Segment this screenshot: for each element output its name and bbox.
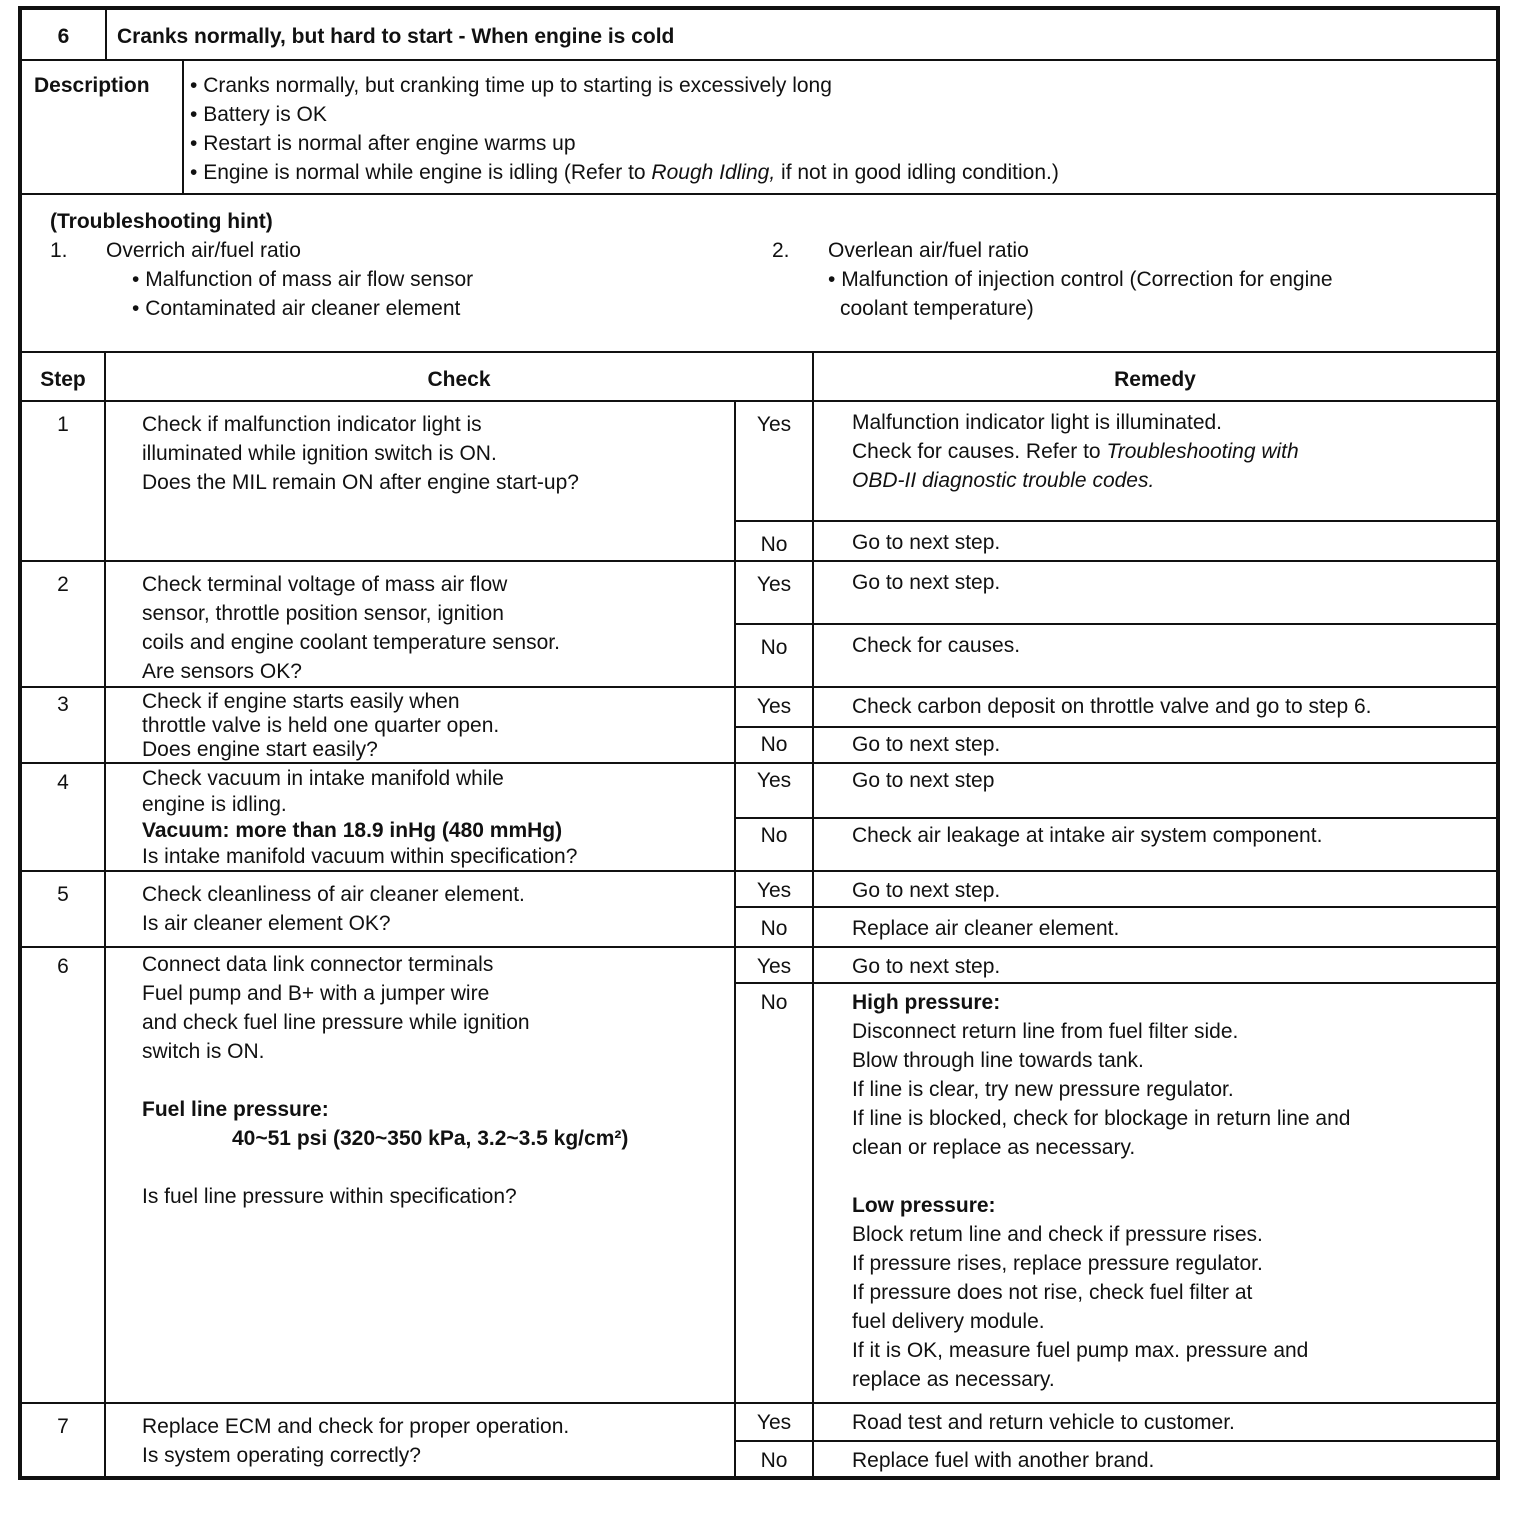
- step-number: 7: [21, 1403, 105, 1477]
- description-table: [20, 59, 1498, 195]
- table-row: [21, 947, 1497, 983]
- hint-table: [20, 193, 1498, 353]
- header-table: [20, 8, 1498, 61]
- step-number: 3: [21, 687, 105, 763]
- table-row: [21, 1403, 1497, 1441]
- remedy-yes: Malfunction indicator light is illuminated. Check for causes. Refer to Troubleshooting with OBD-II diagnostic trouble codes.: [813, 401, 1497, 521]
- answer-no: No: [735, 983, 813, 1403]
- answer-no: No: [735, 727, 813, 763]
- answer-no: No: [735, 1441, 813, 1477]
- answer-no: No: [735, 818, 813, 871]
- description-item: • Cranks normally, but cranking time up to starting is excessively long: [190, 71, 1496, 100]
- step-number: 6: [21, 947, 105, 1403]
- column-header-check: Check: [105, 352, 813, 401]
- table-row: [21, 687, 1497, 727]
- column-header-remedy: Remedy: [813, 352, 1497, 401]
- troubleshooting-sheet: [18, 6, 1500, 1480]
- step-check: Check if engine starts easily when throttle valve is held one quarter open. Does engine start easily?: [105, 687, 735, 763]
- step-check: Check if malfunction indicator light is illuminated while ignition switch is ON. Does the MIL remain ON after engine start-up?: [105, 401, 735, 561]
- hint-column-2: 2. Overlean air/fuel ratio • Malfunction of injection control (Correction for engine coolant temperature): [772, 236, 1494, 323]
- remedy-no: Go to next step.: [813, 727, 1497, 763]
- symptom-number: 6: [21, 9, 106, 60]
- table-row: [21, 871, 1497, 907]
- remedy-yes: Go to next step.: [813, 871, 1497, 907]
- answer-no: No: [735, 907, 813, 947]
- answer-yes: Yes: [735, 763, 813, 818]
- hint-title: (Troubleshooting hint): [50, 210, 273, 233]
- hint-item: • Contaminated air cleaner element: [132, 294, 772, 323]
- description-item: • Battery is OK: [190, 100, 1496, 129]
- answer-no: No: [735, 521, 813, 561]
- step-check: Connect data link connector terminals Fuel pump and B+ with a jumper wire and check fuel line pressure while ignition switch is ON. Fuel line pressure: 40~51 psi (320~350 kPa, 3.2~3.5 kg/cm²) Is fuel line pressure within specification?: [105, 947, 735, 1403]
- answer-yes: Yes: [735, 401, 813, 521]
- remedy-yes: Check carbon deposit on throttle valve and go to step 6.: [813, 687, 1497, 727]
- remedy-yes: Go to next step.: [813, 947, 1497, 983]
- step-check: Check cleanliness of air cleaner element. Is air cleaner element OK?: [105, 871, 735, 947]
- step-number: 2: [21, 561, 105, 687]
- answer-yes: Yes: [735, 561, 813, 624]
- remedy-no: Check for causes.: [813, 624, 1497, 687]
- answer-no: No: [735, 624, 813, 687]
- answer-yes: Yes: [735, 1403, 813, 1441]
- remedy-no: Check air leakage at intake air system component.: [813, 818, 1497, 871]
- table-row: [21, 763, 1497, 818]
- table-row: [21, 401, 1497, 521]
- answer-yes: Yes: [735, 947, 813, 983]
- table-row: [21, 561, 1497, 624]
- remedy-no: High pressure: Disconnect return line from fuel filter side. Blow through line towards tank. If line is clear, try new pressure regulator. If line is blocked, check for blockage in return line and clean or replace as necessary. Low pressure: Block retum line and check if pressure rises. If pressure rises, replace pressure regulator. If pressure does not rise, check fuel filter at fuel delivery module. If it is OK, measure fuel pump max. pressure and replace as necessary.: [813, 983, 1497, 1403]
- step-number: 5: [21, 871, 105, 947]
- answer-yes: Yes: [735, 871, 813, 907]
- step-check: Check terminal voltage of mass air flow sensor, throttle position sensor, ignition coils and engine coolant temperature sensor. Are sensors OK?: [105, 561, 735, 687]
- remedy-yes: Go to next step: [813, 763, 1497, 818]
- step-number: 1: [21, 401, 105, 561]
- description-item: • Restart is normal after engine warms up: [190, 129, 1496, 158]
- remedy-yes: Go to next step.: [813, 561, 1497, 624]
- description-list: [190, 71, 1496, 187]
- steps-table: [20, 351, 1498, 1478]
- remedy-yes: Road test and return vehicle to customer.: [813, 1403, 1497, 1441]
- description-item: • Engine is normal while engine is idling (Refer to Rough Idling, if not in good idling condition.): [190, 158, 1496, 187]
- step-number: 4: [21, 763, 105, 871]
- hint-item: • Malfunction of mass air flow sensor: [132, 265, 772, 294]
- step-check: Check vacuum in intake manifold while engine is idling. Vacuum: more than 18.9 inHg (480 mmHg) Is intake manifold vacuum within specification?: [105, 763, 735, 871]
- column-header-step: Step: [21, 352, 105, 401]
- hint-item: • Malfunction of injection control (Correction for engine coolant temperature): [828, 268, 1333, 320]
- step-check: Replace ECM and check for proper operation. Is system operating correctly?: [105, 1403, 735, 1477]
- remedy-no: Replace fuel with another brand.: [813, 1441, 1497, 1477]
- hint-column-1: 1. Overrich air/fuel ratio • Malfunction of mass air flow sensor • Contaminated air cleaner element: [50, 236, 772, 323]
- remedy-no: Go to next step.: [813, 521, 1497, 561]
- answer-yes: Yes: [735, 687, 813, 727]
- remedy-no: Replace air cleaner element.: [813, 907, 1497, 947]
- symptom-title: Cranks normally, but hard to start - When engine is cold: [106, 9, 1497, 60]
- description-label: Description: [21, 60, 183, 194]
